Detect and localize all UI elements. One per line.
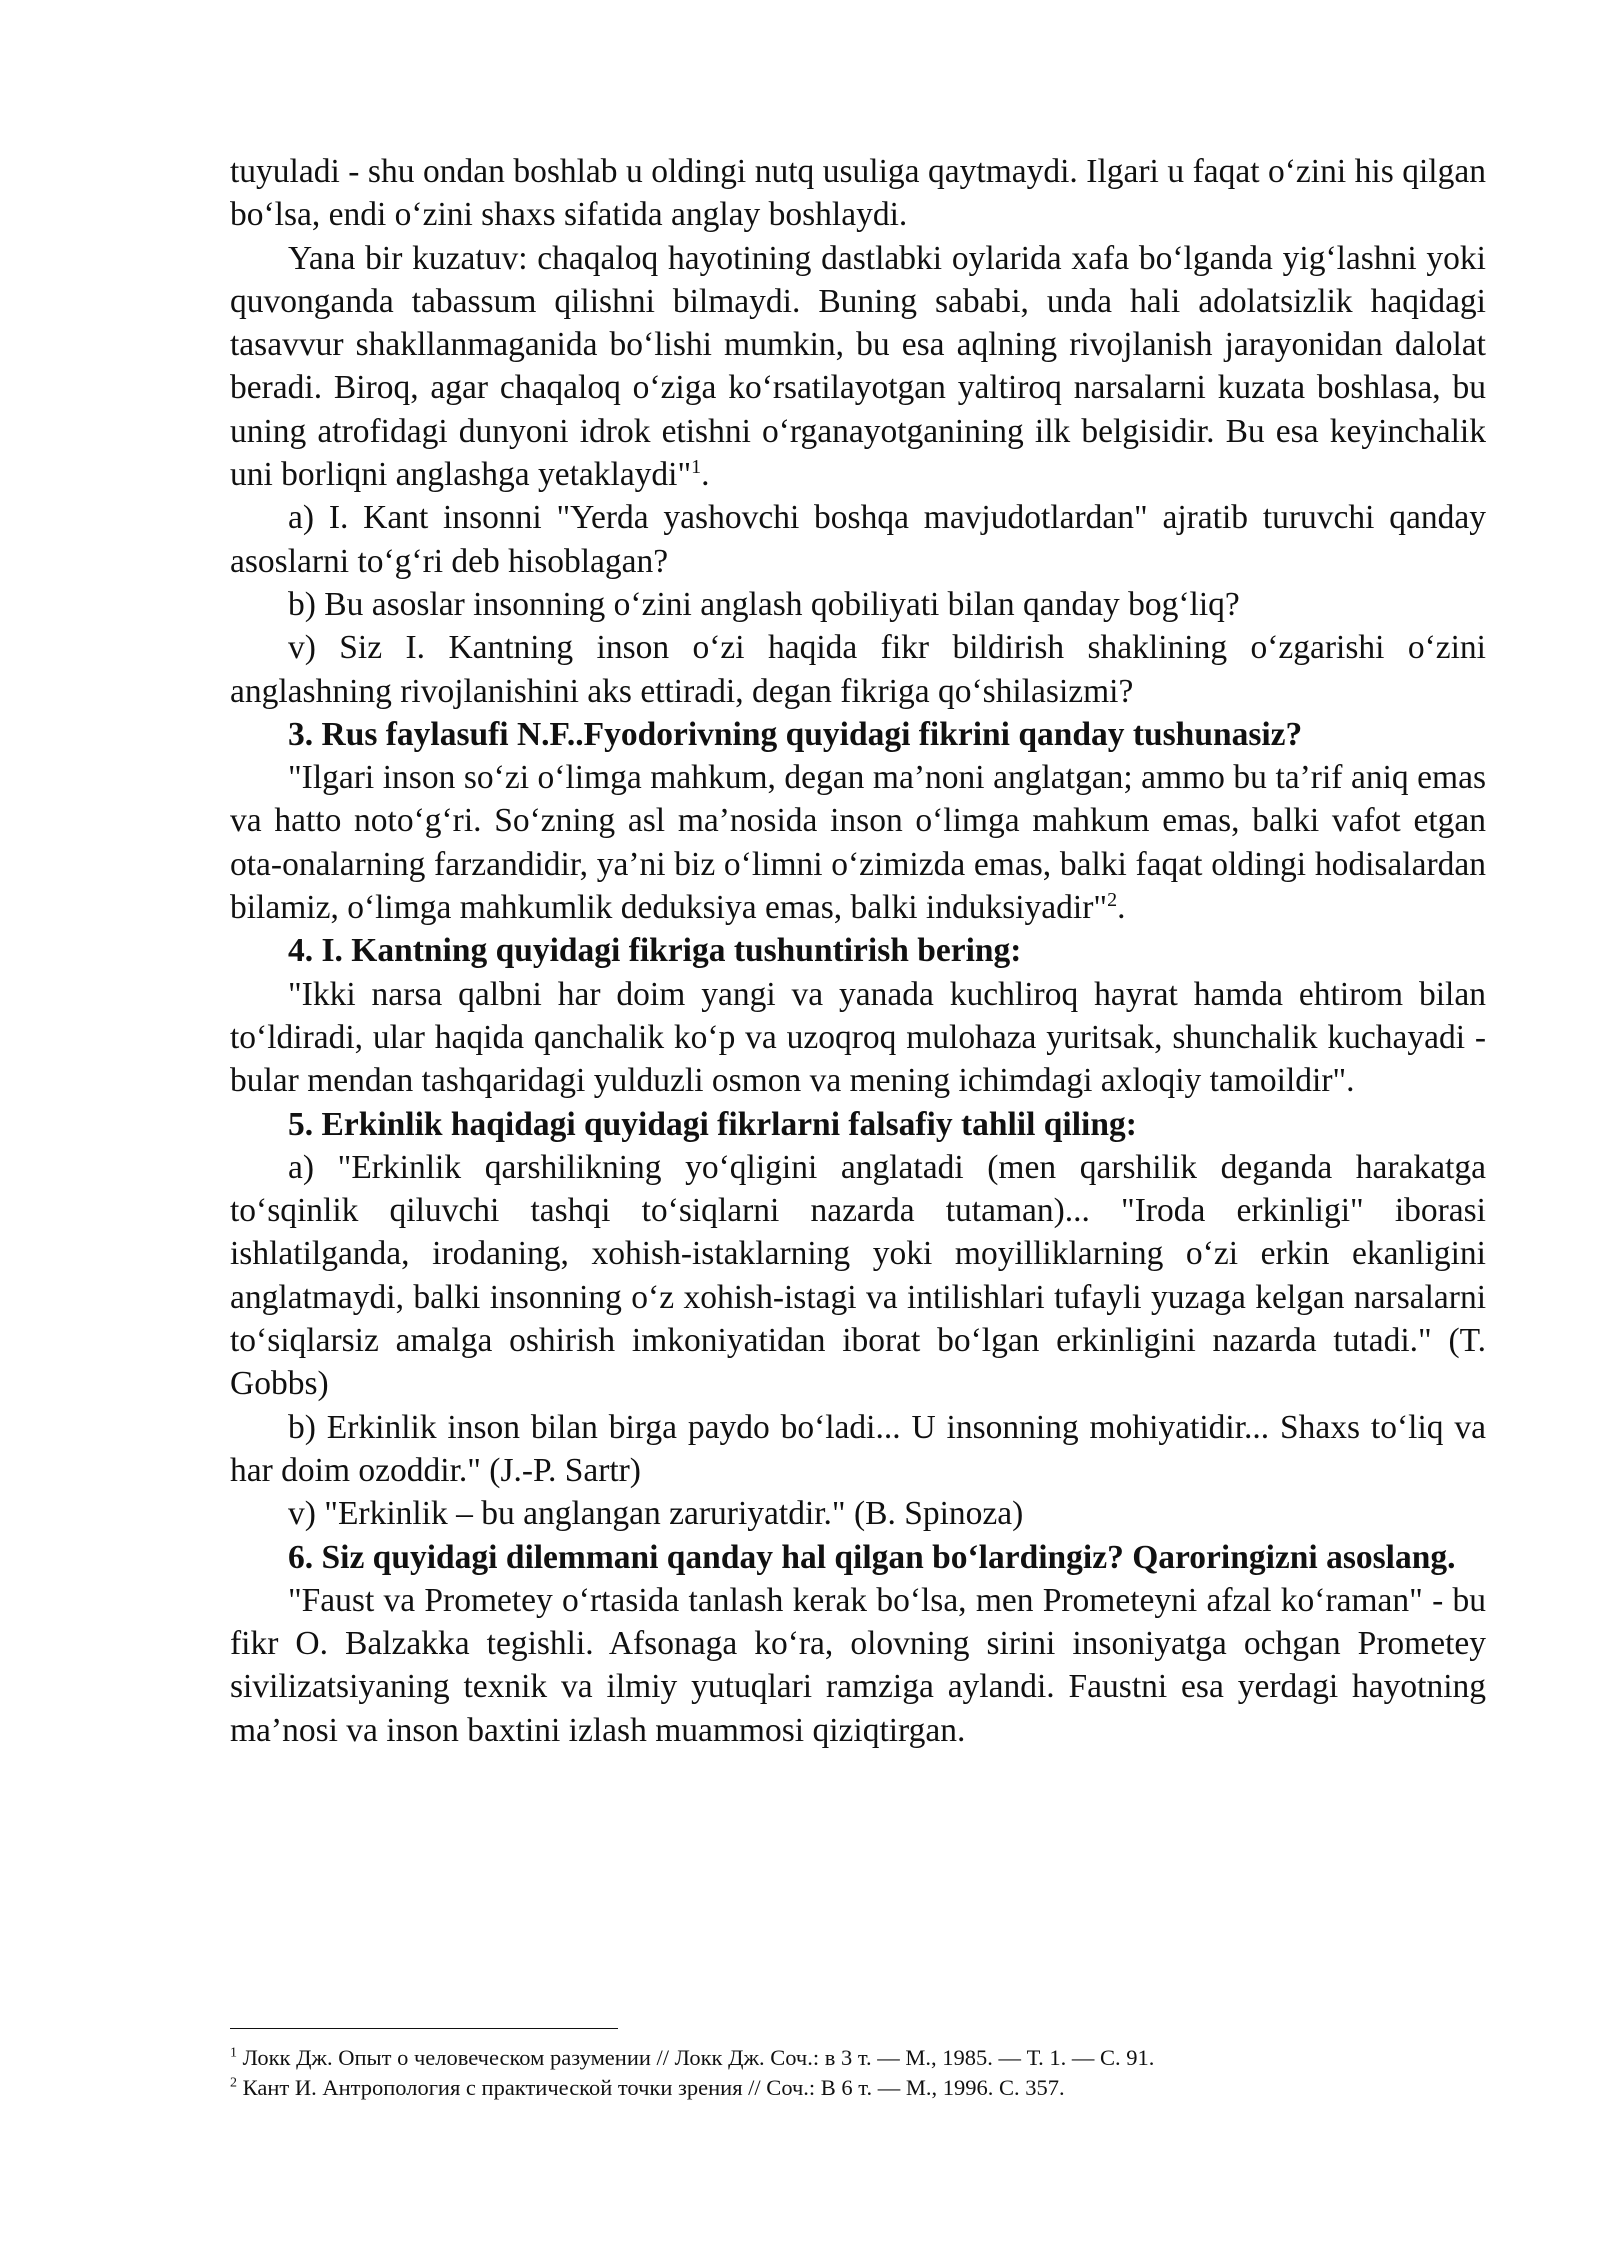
question-a: a) I. Kant insonni "Yerda yashovchi boshqa mavjudotlardan" ajratib turuvchi qanday asoslarni to‘g‘ri deb hisoblagan? xyxy=(230,499,1486,580)
heading-task-4: 4. I. Kantning quyidagi fikriga tushuntirish bering: xyxy=(288,932,1022,970)
footnote-1-text: Локк Дж. Опыт о человеческом разумении // Локк Дж. Соч.: в 3 т. — М., 1985. — Т. 1. — С. 91. xyxy=(242,2045,1155,2070)
footnote-1-number: 1 xyxy=(230,2045,237,2061)
heading-task-3: 3. Rus faylasufi N.F..Fyodorivning quyidagi fikrini qanday tushunasiz? xyxy=(288,715,1303,753)
footnote-ref-2[interactable]: 2 xyxy=(1107,888,1118,911)
footnote-2-text: Кант И. Антропология с практической точки зрения // Соч.: В 6 т. — М., 1996. С. 357. xyxy=(242,2075,1065,2100)
paragraph-observation xyxy=(230,237,1486,497)
heading-task-6: 6. Siz quyidagi dilemmani qanday hal qilgan bo‘lardingiz? Qaroringizni asoslang. xyxy=(288,1538,1456,1576)
footnote-ref-1[interactable]: 1 xyxy=(691,455,702,478)
quote-fyodorov-text: "Ilgari inson so‘zi o‘limga mahkum, degan ma’noni anglatgan; ammo bu ta’rif aniq emas va hatto noto‘g‘ri. So‘zning asl ma’nosida inson o‘limga mahkum emas, balki vafot etgan ota-onalarning farzandidir, ya’ni biz o‘limni o‘zimizda emas, balki faqat oldingi hodisalardan bilamiz, o‘limga mahkumlik deduksiya emas, balki induksiyadir" xyxy=(230,759,1486,927)
question-v: v) Siz I. Kantning inson o‘zi haqida fikr bildirish shaklining o‘zgarishi o‘zini anglashning rivojlanishini aks ettiradi, degan fikriga qo‘shilasizmi? xyxy=(230,629,1486,710)
quote-hobbes: a) "Erkinlik qarshilikning yo‘qligini anglatadi (men qarshilik deganda harakatga to‘sqinlik qiluvchi tashqi to‘siqlarni nazarda tutaman)... "Iroda erkinligi" iborasi ishlatilganda, irodaning, xohish-istaklarning yoki moyilliklarning o‘zi erkin ekanligini anglatmaydi, balki insonning o‘z xohish-istagi va intilishlari tufayli yuzaga kelgan narsalarni to‘siqlarsiz amalga oshirish imkoniyatidan iborat bo‘lgan erkinligini nazarda tutadi." (T. Gobbs) xyxy=(230,1148,1486,1403)
quote-fyodorov-end: . xyxy=(1117,889,1126,927)
paragraph-continuation: tuyuladi - shu ondan boshlab u oldingi nutq usuliga qaytmaydi. Ilgari u faqat o‘zini his qilgan bo‘lsa, endi o‘zini shaxs sifatida anglay boshlaydi. xyxy=(230,153,1486,234)
footnote-2 xyxy=(230,2073,1486,2103)
paragraph-observation-end: . xyxy=(701,456,710,494)
quote-spinoza: v) "Erkinlik – bu anglangan zaruriyatdir." (B. Spinoza) xyxy=(288,1495,1024,1533)
quote-sartre: b) Erkinlik inson bilan birga paydo bo‘ladi... U insonning mohiyatidir... Shaxs to‘liq va har doim ozoddir." (J.-P. Sartr) xyxy=(230,1408,1486,1489)
heading-task-5: 5. Erkinlik haqidagi quyidagi fikrlarni falsafiy tahlil qiling: xyxy=(288,1105,1137,1143)
question-b: b) Bu asoslar insonning o‘zini anglash qobiliyati bilan qanday bog‘liq? xyxy=(288,585,1240,623)
paragraph-faust-prometheus: "Faust va Prometey o‘rtasida tanlash kerak bo‘lsa, men Prometeyni afzal ko‘raman" - bu fikr O. Balzakka tegishli. Afsonaga ko‘ra, olovning sirini insoniyatga ochgan Prometey sivilizatsiyaning texnik va ilmiy yutuqlari ramziga aylandi. Faustni esa yerdagi hayotning ma’nosi va inson baxtini izlash muammosi qiziqtirgan. xyxy=(230,1581,1486,1749)
footnote-2-number: 2 xyxy=(230,2075,237,2091)
footnotes-section xyxy=(230,2028,1486,2103)
footnote-1 xyxy=(230,2043,1486,2073)
quote-fyodorov xyxy=(230,756,1486,929)
quote-kant: "Ikki narsa qalbni har doim yangi va yanada kuchliroq hayrat hamda ehtirom bilan to‘ldiradi, ular haqida qanchalik ko‘p va uzoqroq mulohaza yuritsak, shunchalik kuchayadi - bular mendan tashqaridagi yulduzli osmon va mening ichimdagi axloqiy tamoildir". xyxy=(230,975,1486,1100)
paragraph-observation-text: Yana bir kuzatuv: chaqaloq hayotining dastlabki oylarida xafa bo‘lganda yig‘lashni yoki quvonganda tabassum qilishni bilmaydi. Buning sababi, unda hali adolatsizlik haqidagi tasavvur shakllanmaganida bo‘lishi mumkin, bu esa aqlning rivojlanish jarayonidan dalolat beradi. Biroq, agar chaqaloq o‘ziga ko‘rsatilayotgan yaltiroq narsalarni kuzata boshlasa, bu uning atrofidagi dunyoni idrok etishni o‘rganayotganining ilk belgisidir. Bu esa keyinchalik uni borliqni anglashga yetaklaydi" xyxy=(230,239,1486,494)
document-body xyxy=(230,150,1486,1752)
footnote-divider xyxy=(230,2028,618,2029)
